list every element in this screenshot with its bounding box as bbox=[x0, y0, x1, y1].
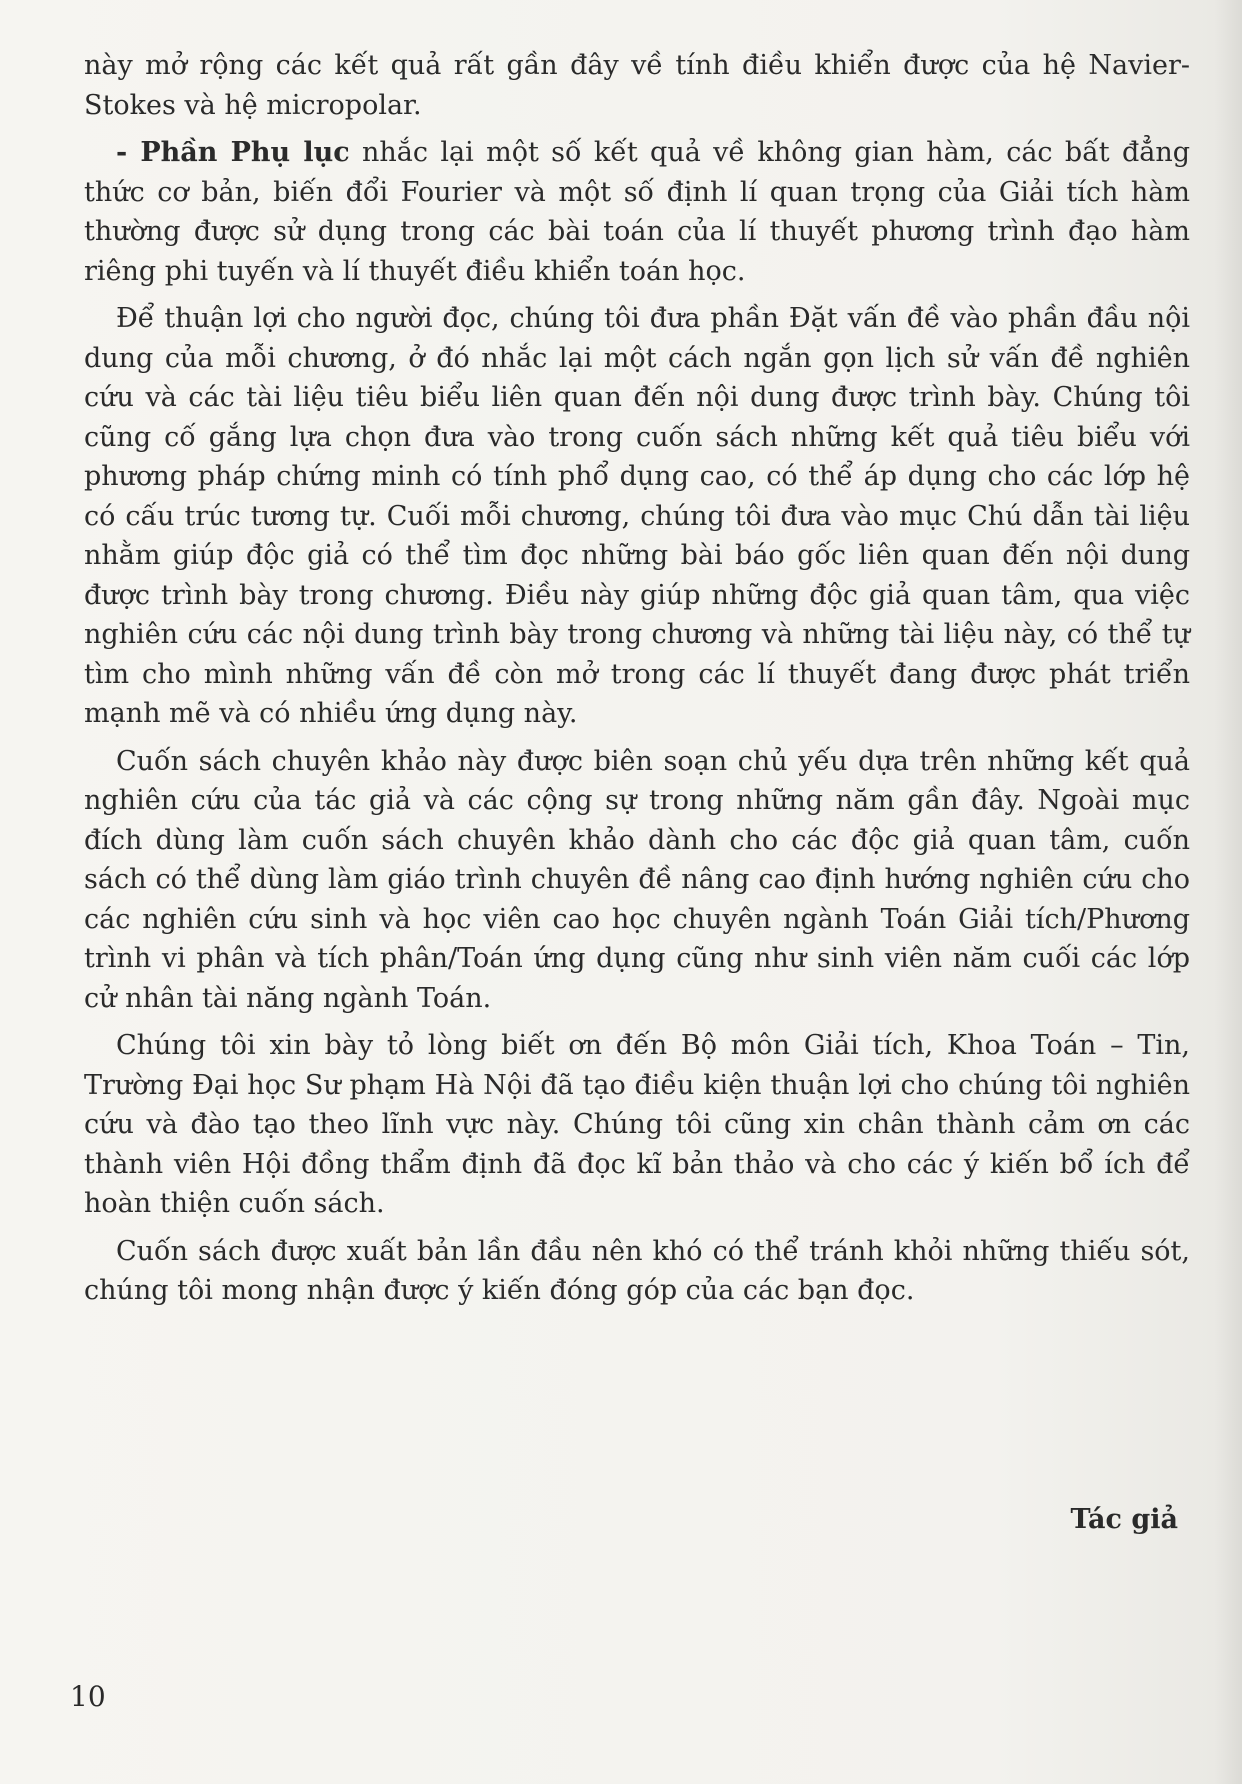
paragraph-text: Để thuận lợi cho người đọc, chúng tôi đưa phần Đặt vấn đề vào phần đầu nội dung của mỗi chương, ở đó nhắc lại một cách ngắn gọn lịch sử vấn đề nghiên cứu và các tài liệu tiêu biểu liên quan đến nội dung được trình bày. Chúng tôi cũng cố gắng lựa chọn đưa vào trong cuốn sách những kết quả tiêu biểu với phương pháp chứng minh có tính phổ dụng cao, có thể áp dụng cho các lớp hệ có cấu trúc tương tự. Cuối mỗi chương, chúng tôi đưa vào mục Chú dẫn tài liệu nhằm giúp độc giả có thể tìm đọc những bài báo gốc liên quan đến nội dung được trình bày trong chương. Điều này giúp những độc giả quan tâm, qua việc nghiên cứu các nội dung trình bày trong chương và những tài liệu này, có thể tự tìm cho mình những vấn đề còn mở trong các lí thuyết đang được phát triển mạnh mẽ và có nhiều ứng dụng này. bbox=[84, 303, 1190, 729]
author-signature: Tác giả bbox=[1070, 1504, 1178, 1535]
paragraph-reader-guidance bbox=[84, 299, 1190, 734]
paragraph-text: Cuốn sách chuyên khảo này được biên soạn chủ yếu dựa trên những kết quả nghiên cứu của tác giả và các cộng sự trong những năm gần đây. Ngoài mục đích dùng làm cuốn sách chuyên khảo dành cho các độc giả quan tâm, cuốn sách có thể dùng làm giáo trình chuyên đề nâng cao định hướng nghiên cứu cho các nghiên cứu sinh và học viên cao học chuyên ngành Toán Giải tích/Phương trình vi phân và tích phân/Toán ứng dụng cũng như sinh viên năm cuối các lớp cử nhân tài năng ngành Toán. bbox=[84, 745, 1190, 1014]
paragraph-appendix bbox=[84, 133, 1190, 291]
paragraph-text: Cuốn sách được xuất bản lần đầu nên khó có thể tránh khỏi những thiếu sót, chúng tôi mong nhận được ý kiến đóng góp của các bạn đọc. bbox=[84, 1235, 1190, 1306]
page-edge-shadow bbox=[1214, 0, 1242, 1784]
paragraph-acknowledgements bbox=[84, 1026, 1190, 1224]
page-number: 10 bbox=[70, 1680, 106, 1713]
paragraph-feedback bbox=[84, 1232, 1190, 1311]
paragraph-text: này mở rộng các kết quả rất gần đây về tính điều khiển được của hệ Navier-Stokes và hệ micropolar. bbox=[84, 50, 1190, 121]
paragraph-continuation bbox=[84, 46, 1190, 125]
paragraph-text: nhắc lại một số kết quả về không gian hàm, các bất đẳng thức cơ bản, biến đổi Fourier và một số định lí quan trọng của Giải tích hàm thường được sử dụng trong các bài toán của lí thuyết phương trình đạo hàm riêng phi tuyến và lí thuyết điều khiển toán học. bbox=[84, 137, 1190, 287]
body-text bbox=[84, 46, 1190, 1319]
paragraph-purpose bbox=[84, 742, 1190, 1019]
appendix-heading: - Phần Phụ lục bbox=[116, 137, 350, 168]
paragraph-text: Chúng tôi xin bày tỏ lòng biết ơn đến Bộ môn Giải tích, Khoa Toán – Tin, Trường Đại học Sư phạm Hà Nội đã tạo điều kiện thuận lợi cho chúng tôi nghiên cứu và đào tạo theo lĩnh vực này. Chúng tôi cũng xin chân thành cảm ơn các thành viên Hội đồng thẩm định đã đọc kĩ bản thảo và cho các ý kiến bổ ích để hoàn thiện cuốn sách. bbox=[84, 1030, 1190, 1219]
